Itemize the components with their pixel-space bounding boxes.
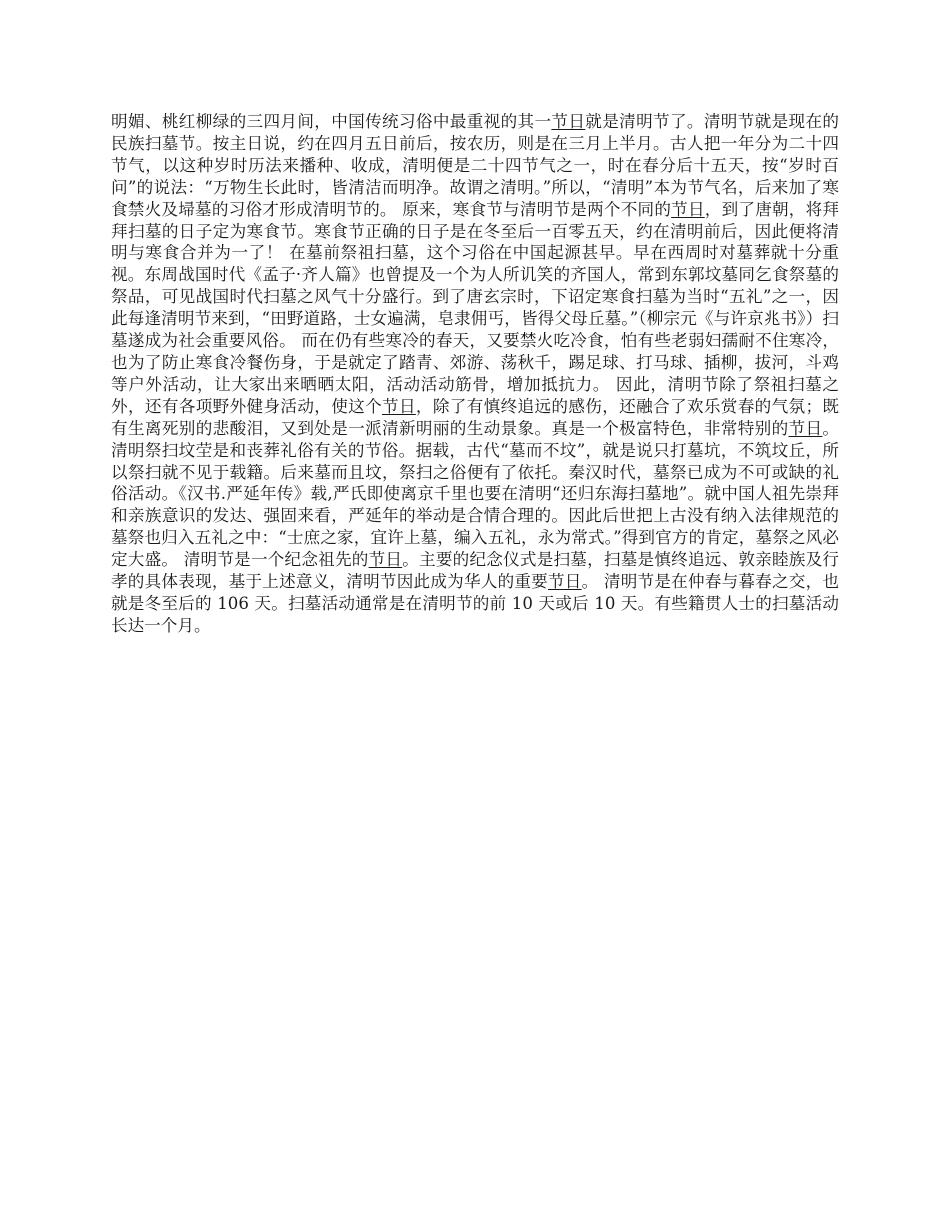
festival-link[interactable]: 节日 <box>788 418 823 438</box>
text-run: 。主要的纪念仪式是扫墓，扫墓是慎终追远、敦亲睦族及行孝的具体表现，基于上述意义，清明节因此成为华人的重要 <box>111 550 840 592</box>
text-run: 。 清明祭扫坟茔是和丧葬礼俗有关的节俗。据载，古代“墓而不坟”，就是说只打墓坑，不筑坟丘，所以祭扫就不见于载籍。后来墓而且坟，祭扫之俗便有了依托。秦汉时代，墓祭已成为不可或缺的礼俗活动。《汉书.严延年传》载,严氏即使离京千里也要在清明“还归东海扫墓地”。就中国人祖先崇拜和亲族意识的发达、强固来看，严延年的举动是合情合理的。因此后世把上古没有纳入法律规范的墓祭也归入五礼之中：“士庶之家，宜许上墓，编入五礼，永为常式。”得到官方的肯定，墓祭之风必定大盛。 清明节是一个纪念祖先的 <box>111 418 840 570</box>
festival-link[interactable]: 节日 <box>548 572 582 592</box>
text-run: 。 清明节是在仲春与暮春之交，也就是冬至后的 106 天。扫墓活动通常是在清明节的前 10 天或后 10 天。有些籍贯人士的扫墓活动长达一个月。 <box>111 572 840 635</box>
text-run: 明媚、桃红柳绿的三四月间，中国传统习俗中最重视的其一 <box>111 112 552 131</box>
festival-link[interactable]: 节日 <box>551 112 586 131</box>
document-page <box>111 111 839 637</box>
festival-link[interactable]: 节日 <box>382 396 416 416</box>
text-run: ，除了有慎终追远的感伤，还融合了欢乐赏春的气氛；既有生离死别的悲酸泪，又到处是一派清新明丽的生动景象。真是一个极富特色，非常特别的 <box>111 396 840 438</box>
body-paragraph <box>111 111 839 637</box>
festival-link[interactable]: 节日 <box>671 199 705 219</box>
text-run: ，到了唐朝，将拜拜扫墓的日子定为寒食节。寒食节正确的日子是在冬至后一百零五天，约在清明前后，因此便将清明与寒食合并为一了！ 在墓前祭祖扫墓，这个习俗在中国起源甚早。早在西周时对墓葬就十分重视。东周战国时代《孟子·齐人篇》也曾提及一个为人所讥笑的齐国人，常到东郭坟墓同乞食祭墓的祭品，可见战国时代扫墓之风气十分盛行。到了唐玄宗时，下诏定寒食扫墓为当时“五礼”之一，因此每逢清明节来到，“田野道路，士女遍满，皂隶佣丐，皆得父母丘墓。”（柳宗元《与许京兆书》）扫墓遂成为社会重要风俗。 而在仍有些寒冷的春天，又要禁火吃冷食，怕有些老弱妇孺耐不住寒冷，也为了防止寒食冷餐伤身，于是就定了踏青、郊游、荡秋千，踢足球、打马球、插柳，拔河，斗鸡等户外活动，让大家出来晒晒太阳，活动活动筋骨，增加抵抗力。 因此，清明节除了祭祖扫墓之外，还有各项野外健身活动，使这个 <box>111 199 840 416</box>
text-run: 就是清明节了。清明节就是现在的民族扫墓节。按主日说，约在四月五日前后，按农历，则是在三月上半月。古人把一年分为二十四节气，以这种岁时历法来播种、收成，清明便是二十四节气之一，时在春分后十五天，按“岁时百问”的说法：“万物生长此时，皆清洁而明净。故谓之清明。”所以，“清明”本为节气名，后来加了寒食禁火及埽墓的习俗才形成清明节的。 原来，寒食节与清明节是两个不同的 <box>111 112 840 219</box>
festival-link[interactable]: 节日 <box>368 550 403 570</box>
